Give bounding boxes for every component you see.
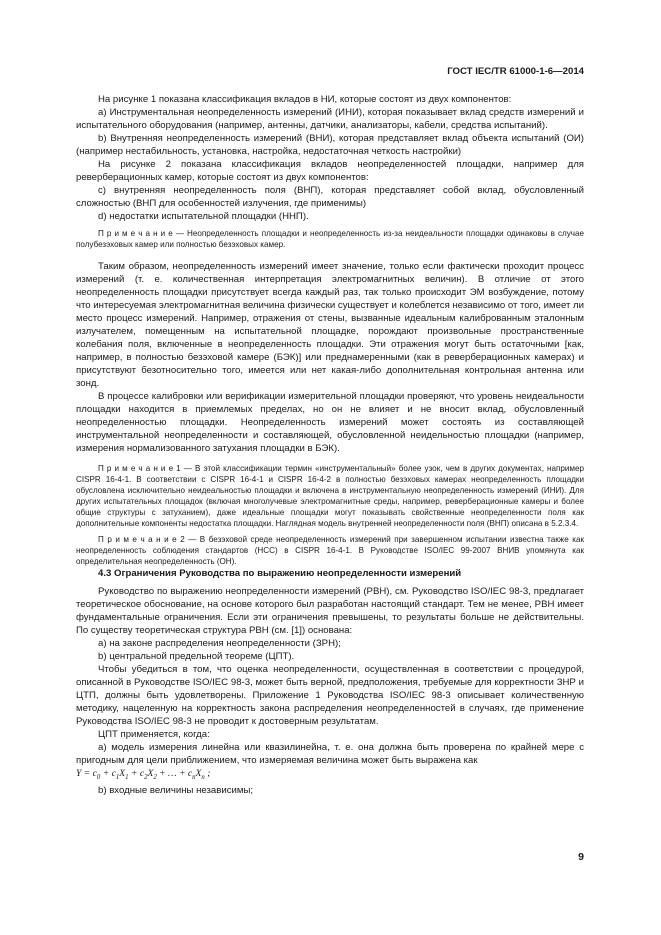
formula-sub: 2 xyxy=(153,773,157,781)
note xyxy=(76,228,584,250)
formula-var: c xyxy=(92,768,97,779)
note-label: П р и м е ч а н и е xyxy=(98,229,173,238)
section-heading: 4.3 Ограничения Руководства по выражению неопределенности измерений xyxy=(98,568,462,579)
list-item: a) Инструментальная неопределенность измерений (ИНИ), которая показывает вклад средств измерений и испытательного оборудования (например, антенны, датчики, анализаторы, кабели, средства испытаний). xyxy=(76,107,584,131)
formula-sub: 2 xyxy=(144,773,148,781)
formula-var: c xyxy=(139,768,145,779)
page-content xyxy=(76,93,584,797)
formula xyxy=(76,767,584,784)
formula-sub: 1 xyxy=(115,773,120,781)
note-text: — Неопределенность площадки и неопределенность из-за неидеальности площадки одинаковы в случае полубезэховых камер или полностью безэховых камер. xyxy=(76,229,584,249)
list-item: c) внутренняя неопределенность поля (ВНП), которая представляет собой вклад, обусловленный сложностью (ВНП для особенностей излучения, где применимы) xyxy=(76,185,584,209)
note-label: П р и м е ч а н и е 1 xyxy=(98,464,181,473)
formula-op: = xyxy=(81,768,93,779)
note-text: — В безэховой среде неопределенность измерений при завершенном испытании известна также как неопределенность соблюдения стандартов (НСС) в CISPR 16-4-1. В Руководстве ISO/IEC 99-2007 ВНИВ упомянута как определительная неопределенность (ОН). xyxy=(76,535,584,566)
formula-var: X xyxy=(147,768,154,779)
formula-var: c xyxy=(187,768,193,779)
formula-op: + … + xyxy=(156,768,188,779)
formula-var: X xyxy=(195,768,202,779)
list-item: a) на законе распределения неопределенности (ЗРН); xyxy=(98,638,341,649)
note xyxy=(76,463,584,529)
formula-sub: 1 xyxy=(125,773,129,781)
formula-op: + xyxy=(128,768,140,779)
paragraph: Руководство по выражению неопределенности измерений (РВН), см. Руководство ISO/IEC 98-3, предлагает теоретическое обоснование, на основе которого был разработан настоящий стандарт. Тем не менее, РВН имеет фундаментальные ограничения. Если эти ограничения превышены, то результаты больше не действительны. По существу теоретическая структура РВН (см. [1]) основана: xyxy=(76,586,584,636)
paragraph: В процессе калибровки или верификации измерительной площадки проверяют, что уровень неидеальности площадки находится в приемлемых пределах, но он не влияет и не вносит вклад, обусловленный неопределенностью площадки. Неопределенность измерений может состоять из составляющей инструментальной неопределенности и составляющей, обусловленной неидельностью площадки (например, измерения нормализованного затухания площадки в БЭК). xyxy=(76,391,584,454)
note xyxy=(76,534,584,567)
formula-sub: 0 xyxy=(96,773,101,781)
paragraph: ЦПТ применяется, когда: xyxy=(98,729,210,740)
note-label: П р и м е ч а н и е 2 xyxy=(98,535,185,544)
formula-var: c xyxy=(111,768,116,779)
formula-var: X xyxy=(119,768,126,779)
list-item: b) Внутренняя неопределенность измерений (ВНИ), которая представляет вклад объекта испытаний (ОИ) (например нестабильность, установка, настройка, недостаточная четкость настройки) xyxy=(76,133,584,157)
formula-sub: n xyxy=(192,773,196,781)
formula-op: ; xyxy=(204,768,211,779)
paragraph: Таким образом, неопределенность измерений имеет значение, только если фактически проходит процесс измерений (т. е. количественная интерпретация электромагнитных величин). В отличие от этого неопределенность площадки присутствует всегда каждый раз, так только происходит ЭМ возбуждение, потому что интересуемая электромагнитная величина физически существует и колеблется независимо от того, имеет ли место процесс измерений. Например, отражения от стены, вызванные идеальным калиброванным эталонным излучателем, помещенным на испытательной площадке, порождают произвольные пространственные колебания поля, включенные в неопределенность площадки. Эти отражения могут быть остаточными [как, например, в полностью безэховой камере (БЭК)] или преднамеренными (как в реверберационных камерах) и присутствуют безотносительно того, имеется или нет какая-либо дополнительная контрольная антенна или зонд. xyxy=(76,261,584,389)
formula-var: Y xyxy=(76,768,82,779)
document-header: ГОСТ IEC/TR 61000-1-6—2014 xyxy=(447,66,584,77)
formula-op: + xyxy=(100,768,112,779)
list-item: b) входные величины независимы; xyxy=(98,784,254,796)
paragraph: Чтобы убедиться в том, что оценка неопределенности, осуществленная в соответствии с процедурой, описанной в Руководстве ISO/IEC 98-3, может быть верной, предположения, требуемые для корректности ЗНР и ЦТП, должны быть удовлетворены. Приложение 1 Руководства ISO/IEC 98-3 описывает количественную методику, нацеленную на корректность закона распределения неопределенностей в случаях, где применение Руководства ISO/IEC 98-3 не проводит к достоверным результатам. xyxy=(76,664,584,727)
list-item: d) недостатки испытательной площадки (ННП). xyxy=(98,211,309,222)
paragraph: На рисунке 1 показана классификация вкладов в НИ, которые состоят из двух компонентов: xyxy=(98,94,512,105)
paragraph: На рисунке 2 показана классификация вкладов неопределенностей площадки, например для реверберационных камер, которые состоят из двух компонентов: xyxy=(76,159,584,183)
note-text: — В этой классификации термин «инструментальный» более узок, чем в других документах, например CISPR 16-4-1. В соответствии с CISPR 16-4-1 и CISPR 16-4-2 в полностью безэховых камерах неопределенность площадки обусловлена исключительно неидеальностью площадки и включена в инструментальную неопределенность измерений (ИНИ). Для других испытательных площадок (включая многолучевые электромагнитные среды, например, реверберационные камеры и более общие структуры с затуханием), даже идеальные площадки могут показывать свойственные неопределенности поля как дополнительные компоненты недостатка площадки. Наглядная модель внутренней неопределенности поля (ВНП) описана в 5.2.3.4. xyxy=(76,464,584,528)
list-item: a) модель измерения линейна или квазилинейна, т. е. она должна быть проверена по крайней мере с пригодным для цели приближением, что измеряемая величина может быть выражена как xyxy=(76,742,584,766)
formula-sub: n xyxy=(201,773,205,781)
list-item: b) центральной предельной теореме (ЦПТ). xyxy=(98,651,295,662)
page-number: 9 xyxy=(578,851,584,863)
